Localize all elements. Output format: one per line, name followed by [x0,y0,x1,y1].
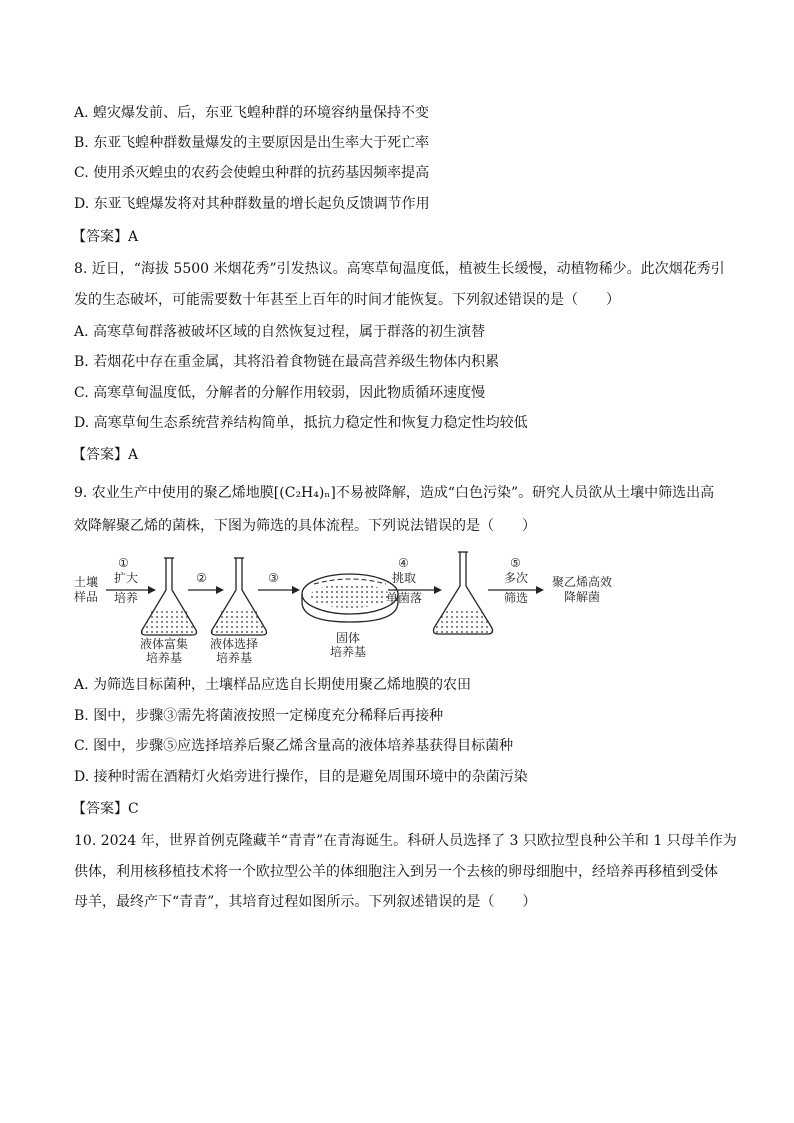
q9-option-b: B. 图中，步骤③需先将菌液按照一定梯度充分稀释后再接种 [74,708,444,724]
q9-stem-line1: 9. 农业生产中使用的聚乙烯地膜[(C₂H₄)ₙ]不易被降解，造成“白色污染”。研究人员欲从土壤中筛选出高 [74,485,715,501]
step4-label-a: 挑取 [392,571,417,585]
result-label-2: 降解菌 [564,590,601,604]
flask-enrichment [142,558,197,635]
flask-selection [212,558,267,635]
q9-stem-line2: 效降解聚乙烯的菌株，下图为筛选的具体流程。下列说法错误的是（ ） [74,518,536,534]
q7-option-a: A. 蝗灾爆发前、后，东亚飞蝗种群的环境容纳量保持不变 [74,105,430,121]
q8-stem-line1: 8. 近日，“海拔 5500 米烟花秀”引发热议。高寒草甸温度低，植被生长缓慢，动植物稀少。此次烟花秀引 [74,261,725,277]
soil-label-2: 样品 [74,590,99,604]
step5-label-a: 多次 [504,571,529,585]
step1-arrowhead [148,586,156,594]
q7-option-c: C. 使用杀灭蝗虫的农药会使蝗虫种群的抗药基因频率提高 [74,165,430,181]
flask1-label-a: 液体富集 [140,637,189,651]
step1-label-a: 扩大 [114,571,139,585]
step2-number: ② [196,571,207,585]
step2-arrowhead [216,586,224,594]
q10-stem-line1: 10. 2024 年，世界首例克隆藏羊“青青”在青海诞生。科研人员选择了 3 只欧拉型良种公羊和 1 只母羊作为 [74,833,737,849]
petri-dish [302,574,398,622]
q10-stem-line2: 供体，利用核移植技术将一个欧拉型公羊的体细胞注入到另一个去核的卵母细胞中，经培养再移植到受体 [74,864,718,880]
step5-arrowhead [536,586,544,594]
step5-number: ⑤ [510,556,521,570]
q8-option-c: C. 高寒草甸温度低，分解者的分解作用较弱，因此物质循环速度慢 [74,385,486,401]
dish-label-b: 培养基 [330,645,367,659]
q7-option-d: D. 东亚飞蝗爆发将对其种群数量的增长起负反馈调节作用 [74,196,430,212]
flask2-label-a: 液体选择 [210,637,259,651]
flask-enrichment-culture [142,608,197,635]
result-label-1: 聚乙烯高效 [552,575,613,589]
q9-option-d: D. 接种时需在酒精灯火焰旁进行操作，目的是避免周围环境中的杂菌污染 [74,769,528,785]
q7-answer: 【答案】A [72,229,139,245]
step4-label-b: 单菌落 [386,591,423,605]
q10-stem-line3: 母羊，最终产下“青青”，其培育过程如图所示。下列叙述错误的是（ ） [74,894,537,910]
q9-answer: 【答案】C [72,801,139,817]
q7-option-b: B. 东亚飞蝗种群数量爆发的主要原因是出生率大于死亡率 [74,135,430,151]
step3-arrowhead [292,586,300,594]
step5-label-b: 筛选 [504,591,529,605]
q8-stem-line2: 发的生态破坏，可能需要数十年甚至上百年的时间才能恢复。下列叙述错误的是（ ） [74,292,620,308]
screening-flow-diagram [70,550,670,668]
q8-answer: 【答案】A [72,447,139,463]
flask-selection-culture [212,608,267,635]
q8-option-d: D. 高寒草甸生态系统营养结构简单，抵抗力稳定性和恢复力稳定性均较低 [74,415,528,431]
flask2-label-b: 培养基 [216,651,253,665]
flask-final [434,552,493,634]
step4-number: ④ [398,556,409,570]
step4-arrowhead [434,586,442,594]
q8-option-a: A. 高寒草甸群落被破坏区域的自然恢复过程，属于群落的初生演替 [74,324,486,340]
soil-label-1: 土壤 [74,575,99,589]
q9-option-a: A. 为筛选目标菌种，土壤样品应选自长期使用聚乙烯地膜的农田 [74,677,472,693]
step3-number: ③ [268,571,279,585]
flask1-label-b: 培养基 [146,651,183,665]
step1-label-b: 培养 [114,591,139,605]
q8-option-b: B. 若烟花中存在重金属，其将沿着食物链在最高营养级生物体内积累 [74,354,500,370]
petri-dish-colonies [310,584,390,608]
dish-label-a: 固体 [336,631,361,645]
q9-option-c: C. 图中，步骤⑤应选择培养后聚乙烯含量高的液体培养基获得目标菌种 [74,738,514,754]
step1-number: ① [118,556,129,570]
